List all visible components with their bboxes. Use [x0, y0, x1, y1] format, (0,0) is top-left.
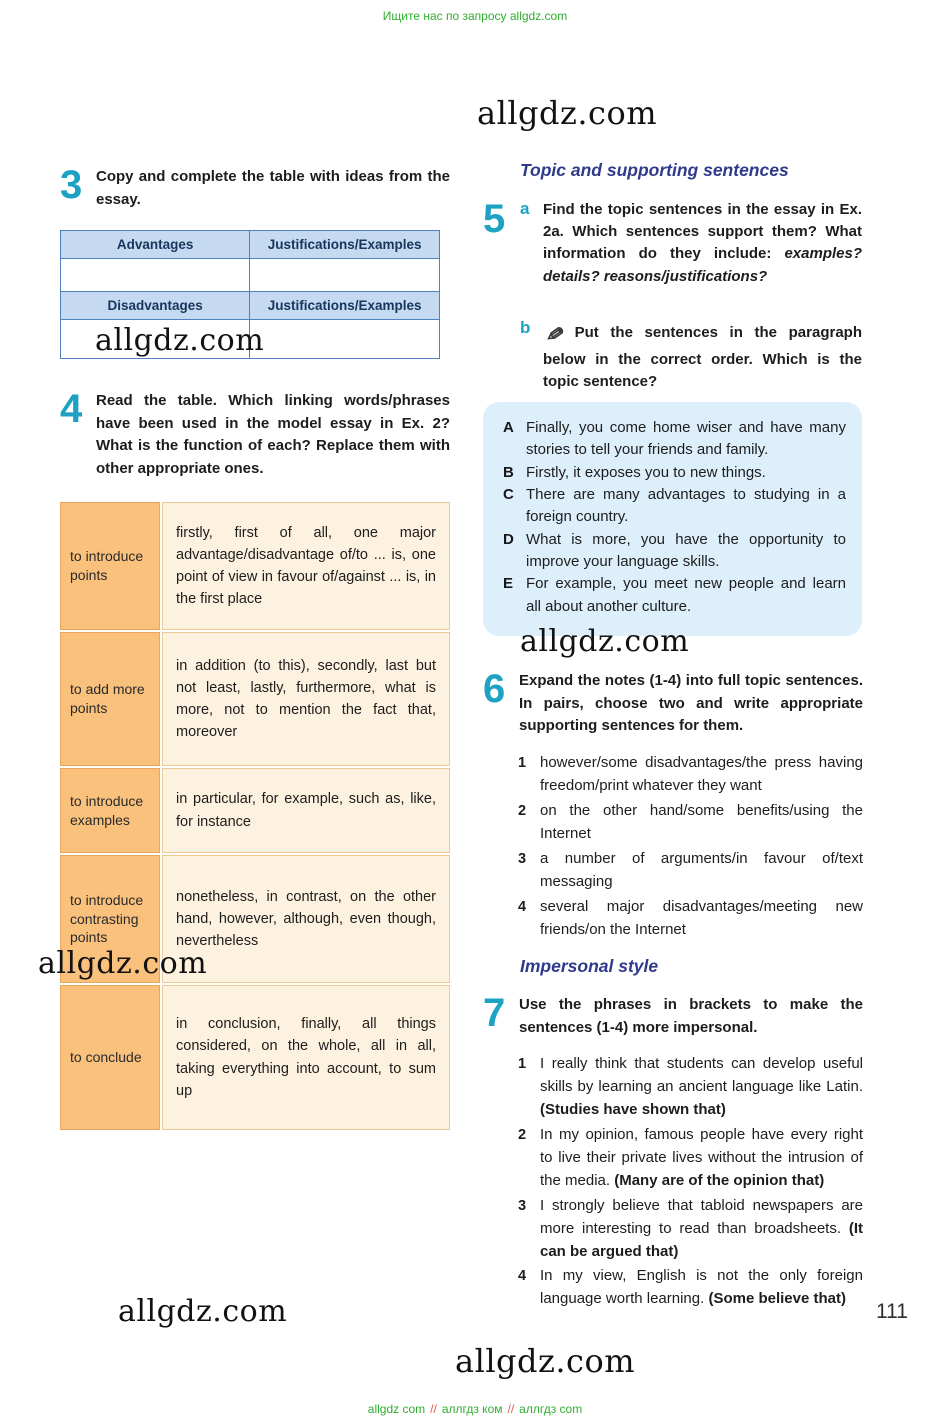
sentence-letter: D	[503, 530, 514, 548]
instruction-text: Put the sentences in the paragraph below in the correct order. Which is the topic sentence?	[543, 324, 862, 391]
sentence-text: Firstly, it exposes you to new things.	[526, 463, 766, 481]
sentence-text: What is more, you have the opportunity to improve your language skills.	[526, 530, 846, 571]
footer-site: аллгдз ком	[441, 1402, 503, 1416]
section-heading-topic-sentences: Topic and supporting sentences	[520, 160, 789, 180]
linking-words: firstly, first of all, one major advantage/disadvantage of/to ... is, one point of view in favour of/against ... is, in the first place	[162, 502, 450, 630]
item-text: a number of arguments/in favour of/text messaging	[540, 849, 863, 890]
sentence-letter: B	[503, 463, 514, 481]
bracket-phrase: (Some believe that)	[708, 1290, 846, 1308]
function-label: to conclude	[60, 985, 160, 1130]
exercise-6-items	[518, 752, 863, 944]
item-text: several major disadvantages/meeting new friends/on the Internet	[540, 897, 863, 938]
exercise-7	[483, 991, 863, 1039]
empty-cell	[250, 259, 440, 292]
item-number: 2	[518, 1126, 527, 1143]
watermark: allgdz.com	[38, 946, 208, 981]
bracket-phrase: (Studies have shown that)	[540, 1100, 726, 1118]
footer	[0, 1402, 950, 1416]
watermark: allgdz.com	[520, 624, 690, 659]
sentence-item	[503, 529, 846, 574]
linking-words: in addition (to this), secondly, last but not least, lastly, furthermore, what is more, not to mention the fact that, moreover	[162, 632, 450, 766]
item-text: In my opinion, famous people have every right to live their private lives without the intrusion of the media. (Many are of the opinion that)	[540, 1125, 863, 1189]
note-item	[518, 800, 863, 846]
footer-separator: //	[507, 1402, 515, 1416]
sentences-box	[483, 402, 862, 636]
pencil-icon: ✎	[540, 322, 567, 345]
exercise-3-number: 3	[60, 163, 83, 207]
watermark: allgdz.com	[455, 1342, 636, 1380]
item-text: on the other hand/some benefits/using the Internet	[540, 801, 863, 842]
watermark: allgdz.com	[118, 1294, 288, 1329]
footer-site: аллгдз com	[519, 1402, 583, 1416]
item-text: I really think that students can develop useful skills by learning an ancient language like Latin. (Studies have shown that)	[540, 1055, 863, 1118]
sentence-letter: E	[503, 575, 514, 593]
sentence-text: There are many advantages to studying in a foreign country.	[526, 486, 846, 526]
note-item	[518, 896, 863, 942]
exercise-5b-letter: b	[520, 318, 531, 337]
sentence-text: For example, you meet new people and learn all about another culture.	[526, 575, 846, 615]
section-heading-impersonal-style: Impersonal style	[520, 956, 659, 976]
note-item	[518, 752, 863, 798]
exercise-4-number: 4	[60, 387, 83, 431]
exercise-7-items	[518, 1053, 863, 1313]
sentence-item	[518, 1053, 863, 1122]
linking-words: in particular, for example, such as, like, for instance	[162, 768, 450, 853]
empty-cell	[61, 259, 250, 292]
function-label: to add more points	[60, 632, 160, 766]
table-header-advantages: Advantages	[61, 231, 250, 259]
table-row	[61, 231, 440, 259]
exercise-5b-instruction	[540, 318, 862, 393]
bracket-phrase: (It can be argued that)	[540, 1219, 863, 1260]
sentence-item	[518, 1124, 863, 1193]
bracket-phrase: (Many are of the opinion that)	[614, 1171, 825, 1189]
item-number: 3	[518, 850, 527, 867]
item-number: 1	[518, 755, 527, 771]
item-text: In my view, English is not the only foreign language worth learning. (Some believe that)	[540, 1267, 863, 1308]
exercise-7-instruction: Use the phrases in brackets to make the sentences (1-4) more impersonal.	[519, 996, 863, 1036]
sentence-item	[518, 1265, 863, 1311]
function-label: to introduce points	[60, 502, 160, 630]
item-number: 1	[518, 1056, 527, 1072]
table-header-justifications: Justifications/Examples	[250, 292, 440, 320]
exercise-5a	[520, 199, 862, 288]
table-row	[61, 259, 440, 292]
sentence-item	[503, 573, 846, 618]
item-number: 2	[518, 802, 527, 819]
exercise-6	[483, 667, 863, 738]
watermark: allgdz.com	[95, 323, 265, 358]
linking-words: in conclusion, finally, all things considered, on the whole, all in all, taking everything into account, to sum up	[162, 985, 450, 1130]
table-row	[61, 292, 440, 320]
table-header-justifications: Justifications/Examples	[250, 231, 440, 259]
sentence-item	[503, 462, 846, 484]
sentence-letter: A	[503, 419, 514, 436]
watermark: allgdz.com	[477, 94, 658, 132]
sentence-item	[518, 1195, 863, 1264]
sentence-item	[503, 417, 846, 462]
exercise-5b	[520, 318, 862, 393]
sentence-item	[503, 484, 846, 529]
exercise-6-number: 6	[483, 667, 506, 711]
item-number: 3	[518, 1197, 527, 1214]
exercise-4	[60, 387, 450, 480]
top-note: Ищите нас по запросу allgdz.com	[382, 9, 568, 23]
item-number: 4	[518, 1268, 527, 1285]
function-label: to introduce contrasting points	[60, 855, 160, 983]
function-label: to introduce examples	[60, 768, 160, 853]
instruction-text: Find the topic sentences in the essay in Ex. 2a. Which sentences support them? What information do they include:	[543, 201, 862, 263]
exercise-5a-instruction	[543, 199, 862, 288]
sentence-text: Finally, you come home wiser and have many stories to tell your friends and family.	[526, 419, 846, 459]
item-text: I strongly believe that tabloid newspapers are more interesting to read than broadsheets. (It can be argued that)	[540, 1196, 863, 1260]
exercise-7-number: 7	[483, 991, 506, 1035]
note-item	[518, 848, 863, 894]
footer-separator: //	[430, 1402, 437, 1416]
exercise-3-instruction: Copy and complete the table with ideas from the essay.	[96, 168, 450, 208]
page-number: 111	[876, 1300, 908, 1323]
empty-cell	[250, 320, 440, 359]
linking-words: nonetheless, in contrast, on the other hand, however, although, even though, nevertheless	[162, 855, 450, 983]
sentence-letter: C	[503, 486, 514, 504]
footer-site: allgdz com	[367, 1402, 426, 1416]
instruction-italic: examples? details? reasons/justifications?	[543, 245, 862, 285]
exercise-6-instruction: Expand the notes (1-4) into full topic sentences. In pairs, choose two and write appropriate supporting sentences for them.	[519, 672, 863, 734]
item-number: 4	[518, 898, 527, 915]
table-header-disadvantages: Disadvantages	[61, 292, 250, 320]
exercise-3	[60, 163, 450, 211]
exercise-4-instruction: Read the table. Which linking words/phrases have been used in the model essay in Ex. 2? What is the function of each? Replace them with other appropriate ones.	[96, 392, 450, 477]
exercise-5-number: 5	[483, 197, 506, 241]
item-text: however/some disadvantages/the press having freedom/print whatever they want	[540, 754, 863, 794]
exercise-5a-letter: a	[520, 199, 530, 218]
linking-words-table	[60, 502, 450, 1130]
